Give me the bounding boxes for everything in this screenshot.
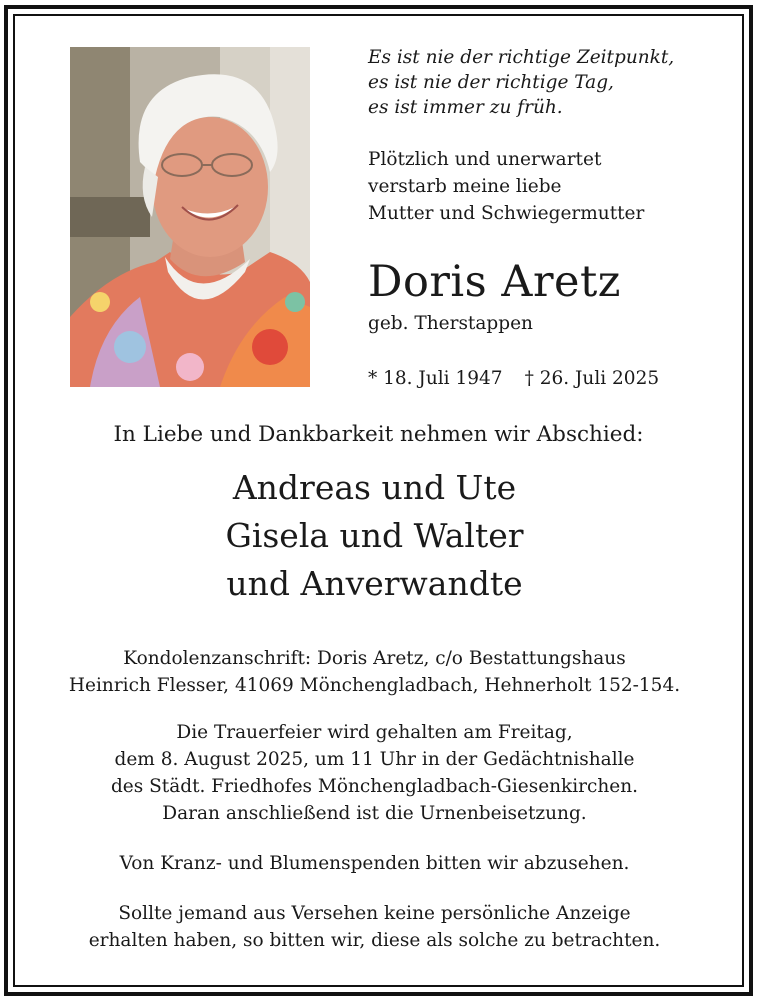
portrait-photo: [70, 47, 310, 387]
ceremony-line: des Städt. Friedhofes Mönchengladbach-Giesenkirchen.: [110, 776, 639, 797]
closing-notice: [0, 900, 749, 954]
mourners-list: [0, 464, 749, 608]
quote-line: es ist nie der richtige Tag,: [368, 72, 614, 93]
quote-line: es ist immer zu früh.: [368, 97, 563, 118]
intro-line: Plötzlich und unerwartet: [368, 149, 602, 170]
intro-line: Mutter und Schwiegermutter: [368, 203, 645, 224]
quote-line: Es ist nie der richtige Zeitpunkt,: [368, 47, 675, 68]
condolence-line: Kondolenzanschrift: Doris Aretz, c/o Bestattungshaus: [123, 648, 626, 669]
farewell-line: In Liebe und Dankbarkeit nehmen wir Abschied:: [113, 422, 644, 447]
ceremony-line: Die Trauerfeier wird gehalten am Freitag,: [176, 722, 573, 743]
deceased-name: Doris Aretz: [368, 257, 621, 307]
mourner-entry: Gisela und Walter: [225, 516, 524, 555]
condolence-address: [0, 645, 749, 699]
mourner-entry: und Anverwandte: [226, 564, 523, 603]
ceremony-line: dem 8. August 2025, um 11 Uhr in der Gedächtnishalle: [114, 749, 635, 770]
mourner-entry: Andreas und Ute: [232, 468, 517, 507]
birth-date: * 18. Juli 1947: [368, 368, 503, 389]
flowers-note: [0, 850, 749, 877]
flowers-line: Von Kranz- und Blumenspenden bitten wir abzusehen.: [119, 853, 630, 874]
notice-line: erhalten haben, so bitten wir, diese als solche zu betrachten.: [88, 930, 661, 951]
ceremony-line: Daran anschließend ist die Urnenbeisetzung.: [162, 803, 587, 824]
death-date: † 26. Juli 2025: [524, 368, 660, 389]
birth-name: geb. Therstappen: [368, 313, 533, 334]
quote-verse: [368, 45, 728, 120]
life-dates: [368, 365, 659, 393]
notice-line: Sollte jemand aus Versehen keine persönliche Anzeige: [118, 903, 631, 924]
intro-line: verstarb meine liebe: [368, 176, 562, 197]
condolence-line: Heinrich Flesser, 41069 Mönchengladbach, Hehnerholt 152-154.: [68, 675, 681, 696]
death-announcement-intro: [368, 146, 728, 227]
funeral-ceremony-info: [0, 719, 749, 827]
